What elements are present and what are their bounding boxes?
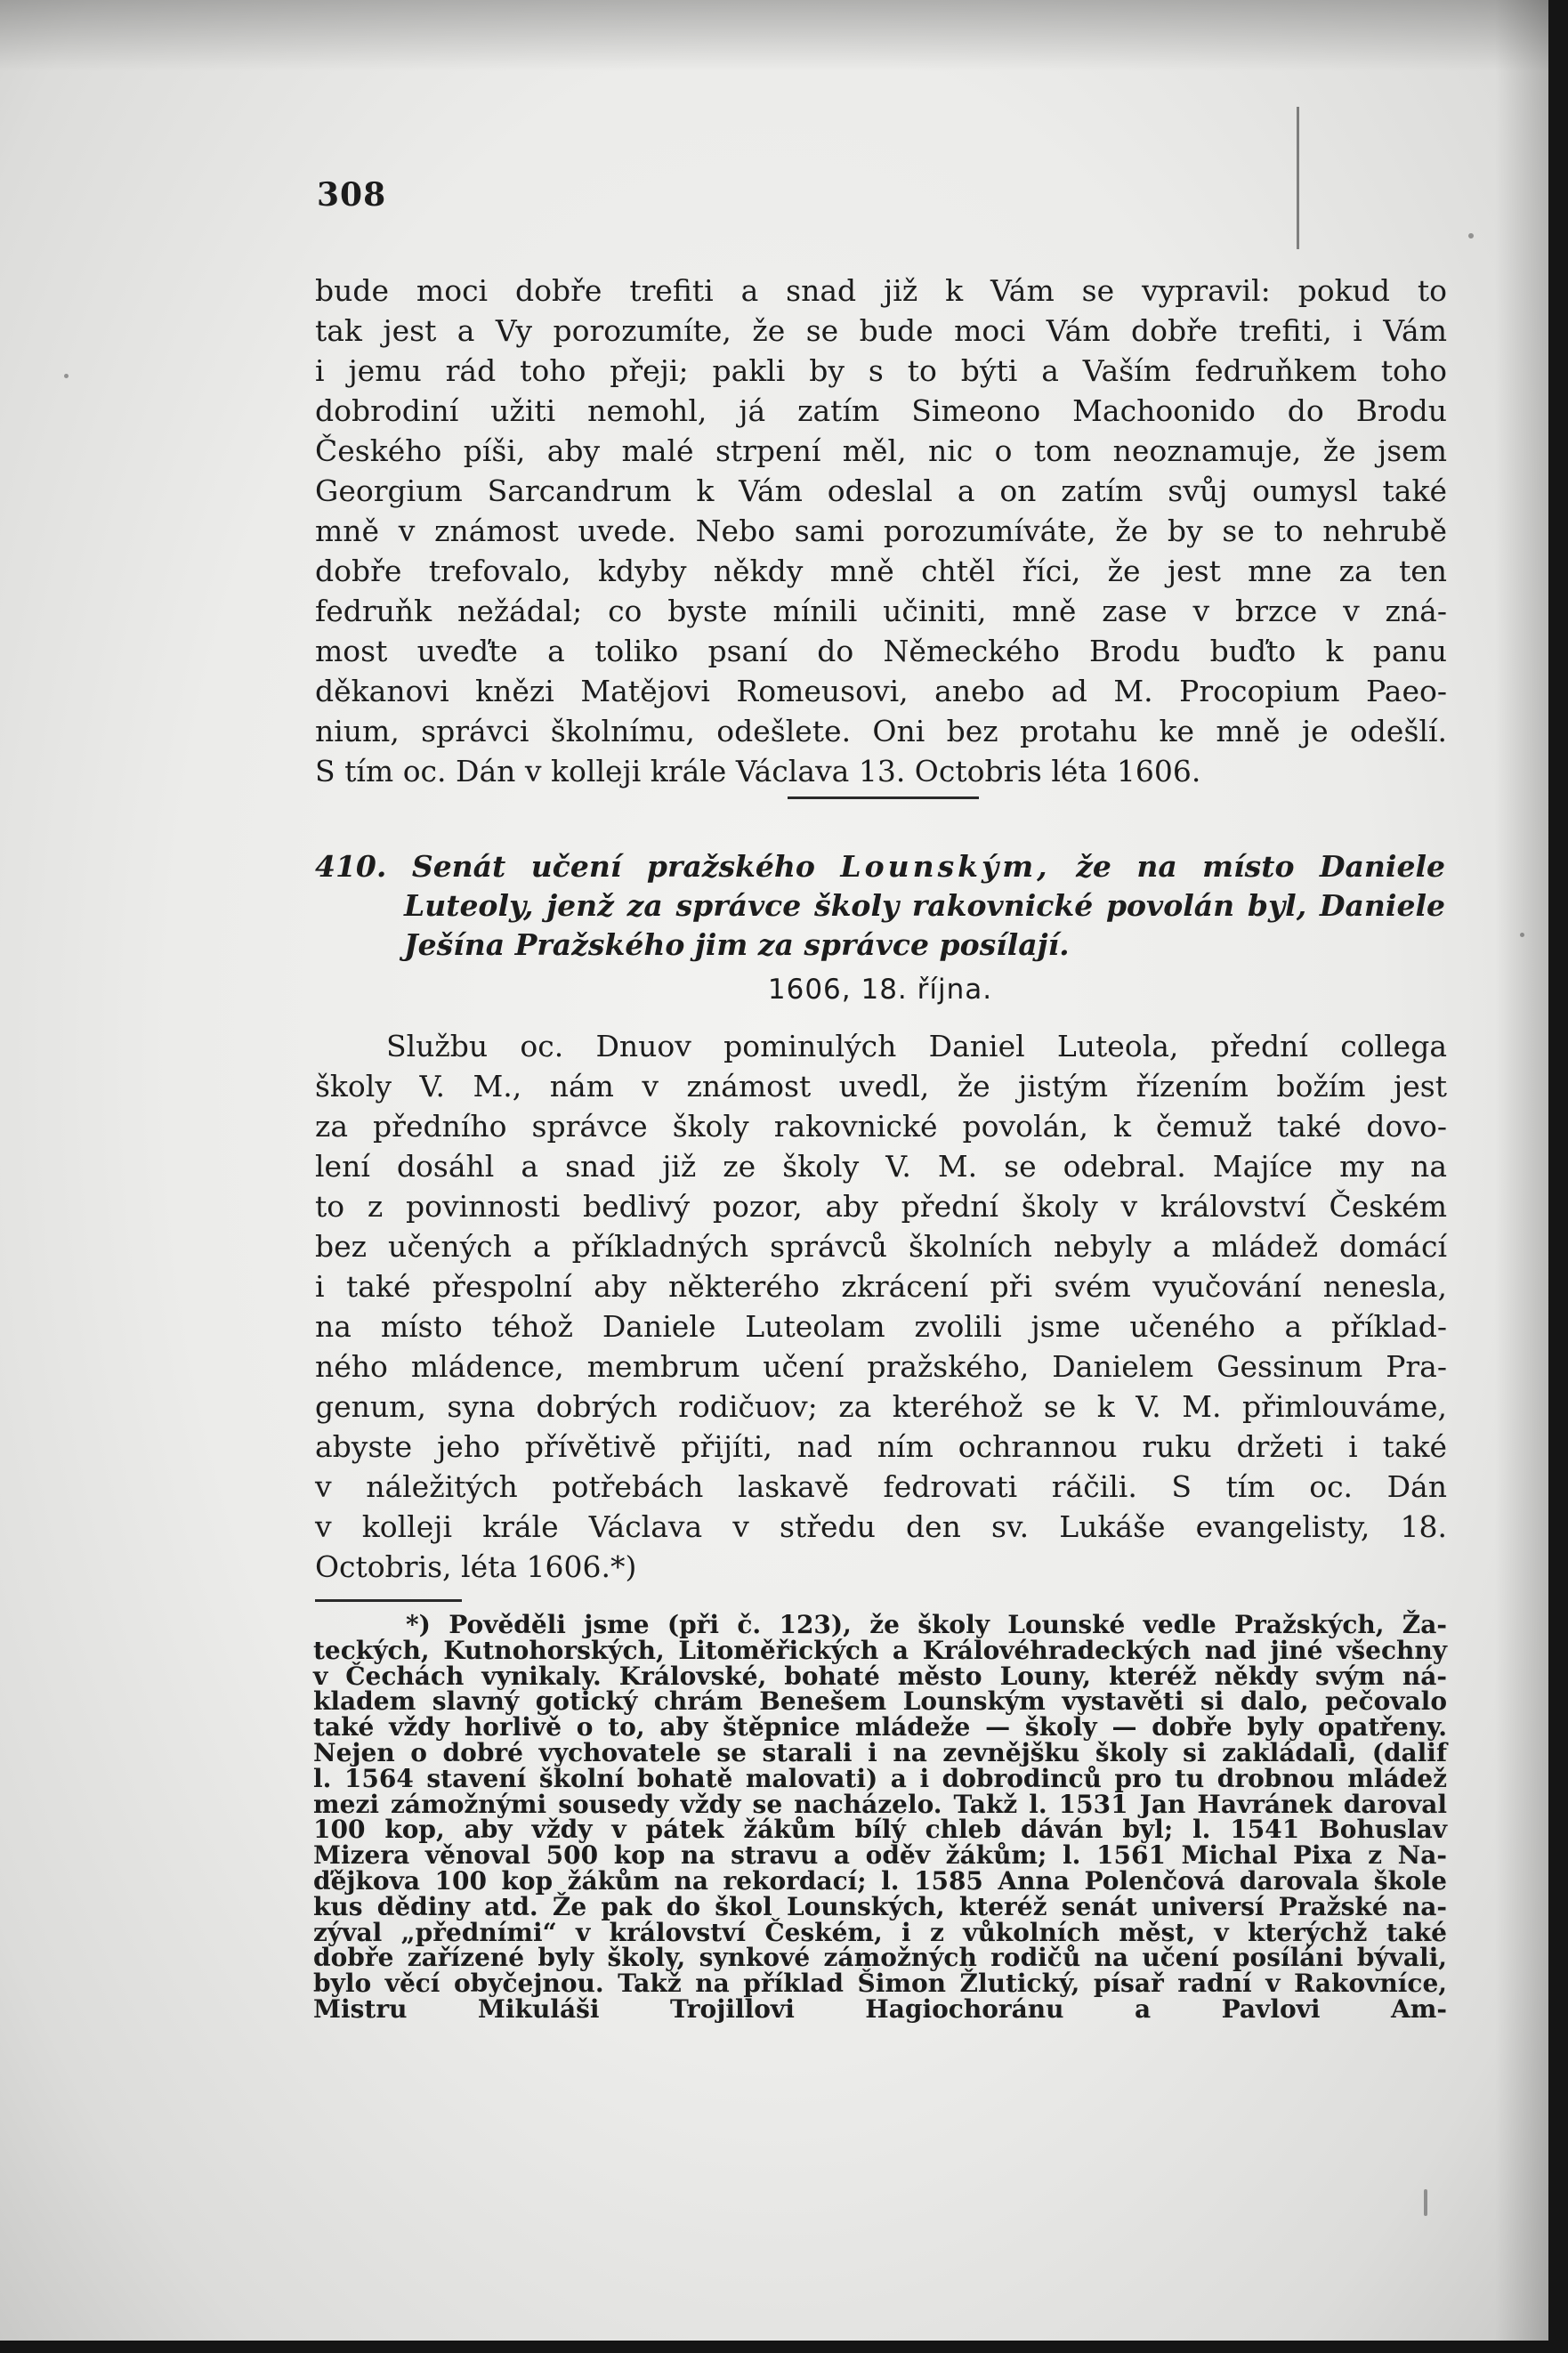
section-divider: [788, 796, 979, 799]
text-line: i také přespolní aby některého zkrácení při svém vyučování nenesla,: [315, 1269, 1447, 1304]
text-line: lení dosáhl a snad již ze školy V. M. se odebral. Majíce my na: [315, 1149, 1447, 1184]
footnote: [313, 1610, 1447, 2024]
heading-line: Luteoly, jenž za správce školy rakovnické povolán byl, Daniele: [404, 888, 1445, 923]
speck: [1424, 2189, 1427, 2216]
text-line: genum, syna dobrých rodičuov; za kteréhož se k V. M. přimlouváme,: [315, 1389, 1447, 1424]
text-line: na místo téhož Daniele Luteolam zvolili jsme učeného a příklad-: [315, 1309, 1447, 1344]
text-line: to z povinnosti bedlivý pozor, aby přední školy v království Českém: [315, 1189, 1447, 1224]
text-line: fedruňk nežádal; co byste mínili učiniti, mně zase v brzce v zná-: [315, 594, 1447, 628]
text-line: bez učených a příkladných správců školních nebyly a mládež domácí: [315, 1229, 1447, 1264]
footnote-line: kladem slavný gotický chrám Benešem Lounským vystavěti si dalo, pečovalo: [313, 1686, 1447, 1717]
text-line: abyste jeho přívětivě přijíti, nad ním ochrannou ruku držeti i také: [315, 1429, 1447, 1464]
entry-number: 410.: [315, 849, 387, 884]
speck: [1520, 933, 1524, 937]
scan-shadow-top: [0, 0, 1548, 71]
text-line: Službu oc. Dnuov pominulých Daniel Luteola, přední collega: [386, 1029, 1447, 1063]
text-line: Octobris, léta 1606.*): [315, 1549, 637, 1584]
text-line: za předního správce školy rakovnické povolán, k čemuž také dovo-: [315, 1109, 1447, 1144]
heading-line: [315, 847, 1445, 886]
text-line: nium, správci školnímu, odešlete. Oni bez protahu ke mně je odešlí.: [315, 714, 1447, 748]
speck: [64, 374, 69, 378]
text-line: dobře trefovalo, kdyby někdy mně chtěl říci, že jest mne za ten: [315, 554, 1447, 588]
heading-line: Ješína Pražského jim za správce posílají.: [404, 927, 1070, 962]
text-line: S tím oc. Dán v kolleji krále Václava 13. Octobris léta 1606.: [315, 754, 1201, 788]
footnote-divider: [315, 1599, 462, 1602]
text-line: i jemu rád toho přeji; pakli by s to býti a Vaším fedruňkem toho: [315, 353, 1447, 388]
entry-date: 1606, 18. října.: [767, 974, 993, 1006]
footnote-line: v Čechách vynikaly. Královské, bohaté město Louny, kteréž někdy svým ná-: [313, 1661, 1447, 1691]
footnote-line: Mistru Mikuláši Trojillovi Hagiochoránu a Pavlovi Am-: [313, 1993, 1447, 2024]
text-line: Georgium Sarcandrum k Vám odeslal a on zatím svůj oumysl také: [315, 473, 1447, 508]
letter-body: [315, 1026, 1447, 1587]
text-line: ného mládence, membrum učení pražského, Danielem Gessinum Pra-: [315, 1349, 1447, 1384]
footnote-line: 100 kop, aby vždy v pátek žákům bílý chleb dáván byl; l. 1541 Bohuslav: [313, 1815, 1447, 1845]
footnote-line: Mizera věnoval 500 kop na stravu a oděv žákům; l. 1561 Michal Pixa z Na-: [313, 1840, 1447, 1871]
footnote-line: kus dědiny atd. Že pak do škol Lounských, kteréž senát universí Pražské na-: [313, 1891, 1447, 1921]
page-number: 308: [317, 176, 387, 214]
heading-part: Senát učení pražského: [411, 849, 815, 884]
margin-mark: [1297, 107, 1299, 249]
footnote-line: také vždy horlivě o to, aby štěpnice mládeže — školy — dobře byly opatřeny.: [313, 1712, 1447, 1743]
text-line: v náležitých potřebách laskavě fedrovati ráčili. S tím oc. Dán: [315, 1469, 1447, 1504]
footnote-line: teckých, Kutnohorských, Litoměřických a Královéhradeckých nad jiné všechny: [313, 1635, 1447, 1665]
text-line: v kolleji krále Václava v středu den sv. Lukáše evangelisty, 18.: [315, 1509, 1447, 1544]
text-line: děkanovi knězi Matějovi Romeusovi, anebo ad M. Procopium Paeo-: [315, 674, 1447, 708]
scan-shadow-edge: [1495, 0, 1548, 2341]
heading-part-spaced: Lounským,: [840, 849, 1051, 884]
text-line: mně v známost uvede. Nebo sami porozumíváte, že by se to nehrubě: [315, 513, 1447, 548]
text-line: Českého píši, aby malé strpení měl, nic o tom neoznamuje, že jsem: [315, 433, 1447, 468]
footnote-line: *) Pověděli jsme (při č. 123), že školy Lounské vedle Pražských, Ža-: [406, 1610, 1447, 1639]
footnote-line: bylo věcí obyčejnou. Takž na příklad Šimon Žlutický, písař radní v Rakovníce,: [313, 1969, 1447, 1999]
text-line: školy V. M., nám v známost uvedl, že jistým řízením božím jest: [315, 1069, 1447, 1104]
heading-part: že na místo Daniele: [1076, 849, 1445, 884]
text-line: dobrodiní užiti nemohl, já zatím Simeono Machoonido do Brodu: [315, 393, 1447, 428]
speck: [1468, 233, 1474, 239]
footnote-line: l. 1564 stavení školní bohatě malovati) a i dobrodinců pro tu drobnou mládež: [313, 1763, 1447, 1793]
footnote-line: zýval „předními“ v království Českém, i z vůkolních měst, v kterýchž také: [313, 1917, 1447, 1947]
entry-heading: [315, 847, 1445, 965]
footnote-line: dobře zařízené byly školy, synkové zámožných rodičů na učení posíláni bývali,: [313, 1943, 1447, 1973]
text-line: tak jest a Vy porozumíte, že se bude moci Vám dobře trefiti, i Vám: [315, 313, 1447, 348]
text-line: bude moci dobře trefiti a snad již k Vám se vypravil: pokud to: [315, 273, 1447, 308]
footnote-line: Nejen o dobré vychovatele se starali i na zevnějšku školy si zakládali, (dalif: [313, 1737, 1447, 1767]
footnote-line: ďějkova 100 kop žákům na rekordací; l. 1585 Anna Polenčová darovala škole: [313, 1865, 1447, 1896]
footnote-line: mezi zámožnými sousedy vždy se nacházelo. Takž l. 1531 Jan Havránek daroval: [313, 1789, 1447, 1819]
letter-continuation: [315, 271, 1447, 791]
text-line: most uveďte a toliko psaní do Německého Brodu buďto k panu: [315, 634, 1447, 668]
